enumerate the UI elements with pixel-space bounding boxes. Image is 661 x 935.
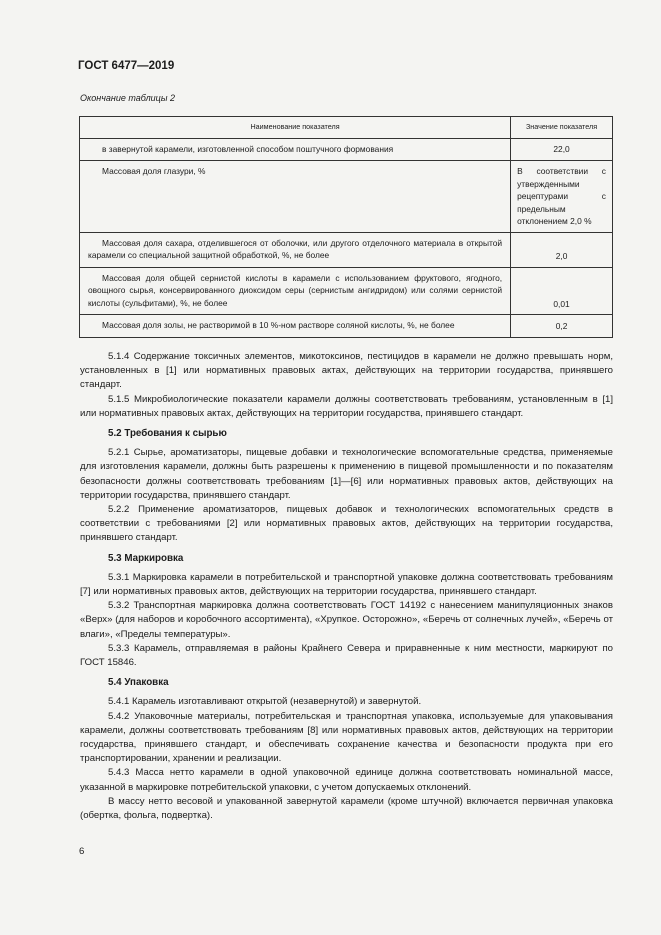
paragraph-5-4-3-continued: В массу нетто весовой и упакованной завернутой карамели (кроме штучной) включается первичная упаковка (обертка, фольга, подвертка). xyxy=(80,795,613,822)
indicator-name: Массовая доля золы, не растворимой в 10 %-ном растворе соляной кислоты, %, не более xyxy=(80,315,511,338)
indicator-name: в завернутой карамели, изготовленной способом поштучного формования xyxy=(80,138,511,161)
table-caption: Окончание таблицы 2 xyxy=(80,93,175,103)
indicator-name: Массовая доля общей сернистой кислоты в карамели с использованием фруктового, ягодного, овощного сырья, консервированного диоксидом серы (сернистым ангидридом) или солями сернистой кислоты (сульфитами), %, не более xyxy=(80,267,511,315)
document-body xyxy=(80,350,613,823)
paragraph-5-3-2: 5.3.2 Транспортная маркировка должна соответствовать ГОСТ 14192 с нанесением манипуляционных знаков «Верх» (для наборов и коробочного ассортимента), «Хрупкое. Осторожно», «Беречь от солнечных лучей», «Беречь от влаги», «Пределы температуры». xyxy=(80,600,613,640)
paragraph-5-3-1: 5.3.1 Маркировка карамели в потребительской и транспортной упаковке должна соответствовать требованиям [7] или нормативных правовых актов, действующих на территории государства, принявшего стандарт. xyxy=(80,571,613,598)
indicator-name: Массовая доля глазури, % xyxy=(80,161,511,233)
table-header-row xyxy=(80,117,613,139)
paragraph-5-2-2: 5.2.2 Применение ароматизаторов, пищевых добавок и технологических вспомогательных средств в соответствии с требованиями [2] или нормативных правовых актов, действующих на территории государства, принявшего стандарт. xyxy=(80,504,613,544)
paragraph-5-4-1: 5.4.1 Карамель изготавливают открытой (незавернутой) и завернутой. xyxy=(108,696,422,708)
indicator-value: 2,0 xyxy=(511,232,613,267)
table-row xyxy=(80,138,613,161)
table-row xyxy=(80,315,613,338)
table-row xyxy=(80,161,613,233)
paragraph-5-1-4: 5.1.4 Содержание токсичных элементов, микотоксинов, пестицидов в карамели не должно превышать норм, установленных в [1] или нормативных правовых актах, действующих на территории государства, принявшего стандарт. xyxy=(80,351,613,391)
table-row xyxy=(80,267,613,315)
paragraph-5-2-1: 5.2.1 Сырье, ароматизаторы, пищевые добавки и технологические вспомогательные средства, применяемые для изготовления карамели, должны быть разрешены к применению в пищевой промышленности и по показателям безопасности должны соответствовать требованиям [1]—[6] или нормативных правовых актов, действующих на территории государства, принявшего стандарт. xyxy=(80,447,613,501)
section-heading-5-3: 5.3 Маркировка xyxy=(108,552,184,564)
indicators-table xyxy=(79,116,613,338)
indicator-value: 0,2 xyxy=(511,315,613,338)
paragraph-5-1-5: 5.1.5 Микробиологические показатели карамели должны соответствовать требованиям, установленным в [1] или нормативных правовых актах, действующих на территории государства, принявшего стандарт. xyxy=(80,393,613,419)
indicator-value: В соответствии с утвержденными рецептурами с предельным отклонением 2,0 % xyxy=(511,161,613,233)
indicator-value: 0,01 xyxy=(511,267,613,315)
section-heading-5-4: 5.4 Упаковка xyxy=(108,677,169,689)
indicator-value: 22,0 xyxy=(511,138,613,161)
section-heading-5-2: 5.2 Требования к сырью xyxy=(108,428,227,440)
column-header-name: Наименование показателя xyxy=(80,117,511,139)
standard-code: ГОСТ 6477—2019 xyxy=(78,60,175,72)
paragraph-5-4-3: 5.4.3 Масса нетто карамели в одной упаковочной единице должна соответствовать номинальной массе, указанной в маркировке потребительской упаковки, с учетом допускаемых отклонений. xyxy=(80,767,613,793)
indicator-name: Массовая доля сахара, отделившегося от оболочки, или другого отделочного материала в открытой карамели со специальной защитной обработкой, %, не более xyxy=(80,232,511,267)
paragraph-5-3-3: 5.3.3 Карамель, отправляемая в районы Крайнего Севера и приравненные к ним местности, маркируют по ГОСТ 15846. xyxy=(80,642,613,669)
page-number: 6 xyxy=(79,846,85,857)
table-row xyxy=(80,232,613,267)
paragraph-5-4-2: 5.4.2 Упаковочные материалы, потребительская и транспортная упаковка, используемые для упаковывания карамели, должны соответствовать требованиям [8] или нормативных правовых актов, действующих на территории государства, принявшего стандарт, и обеспечивать сохранение качества и безопасности продукта при его транспортировании, хранении и реализации. xyxy=(80,710,613,765)
column-header-value: Значение показателя xyxy=(511,117,613,139)
